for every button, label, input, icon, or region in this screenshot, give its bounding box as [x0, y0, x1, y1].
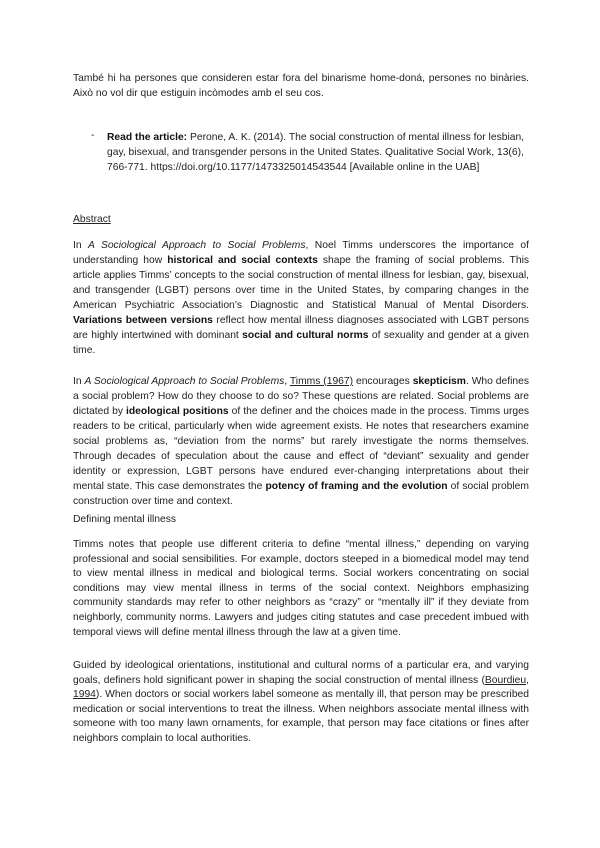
citation-link-bourdieu[interactable]: Bourdieu, 1994 — [73, 674, 529, 701]
defining-paragraph-2: Guided by ideological orientations, institutional and cultural norms of a particular era, and varying goals, definers hold significant power in shaping the social construction of mental illness (Bourdieu, 1994). When doctors or social workers label someone as mentally ill, that person may be prescribed medication or social interventions to treat the illness. When neighbors associate mental illness with someone with too many lawn ornaments, for example, that person may face citations or fines after neighbors complain to local authorities. — [73, 660, 529, 744]
reading-label: Read the article: — [107, 132, 188, 143]
book-title: A Sociological Approach to Social Problems — [84, 376, 285, 387]
citation-link-timms[interactable]: Timms (1967) — [289, 376, 354, 387]
book-title: A Sociological Approach to Social Problems — [88, 240, 306, 251]
section-heading-defining: Defining mental illness — [73, 514, 177, 525]
abstract-paragraph: In A Sociological Approach to Social Problems, Noel Timms underscores the importance of understanding how historical and social contexts shape the framing of social problems. This article applies Timms’ concepts to the social construction of mental illness for lesbian, gay, bisexual, and transgender (LGBT) persons over time in the United States, by comparing changes in the American Psychiatric Association’s Diagnostic and Statistical Manual of Mental Disorders. Variations between versions reflect how mental illness diagnoses associated with LGBT persons are highly intertwined with dominant social and cultural norms of sexuality and gender at a given time. — [73, 240, 530, 356]
intro-paragraph: També hi ha persones que consideren estar fora del binarisme home-doná, persones no binàries. Això no vol dir que estiguin incòmodes amb el seu cos. — [73, 73, 529, 99]
defining-paragraph-1: Timms notes that people use different criteria to define “mental illness,” depending on varying professional and social sensibilities. For example, doctors steeped in a biomedical model may tend to view mental illness in medical and biological terms. Social workers concentrating on social conditions may view mental illness in terms of the social context. Neighbors emphasizing community standards may refer to other neighbors as “crazy” or “mentally ill” if they deviate from neighborly, community norms. Lawyers and judges citing statutes and case precedent imbued with temporal views will define mental illness through the law at a given time. — [73, 539, 529, 638]
reading-citation: Perone, A. K. (2014). The social construction of mental illness for lesbian, gay, bisexual, and transgender persons in the United States. Qualitative Social Work, 13(6), 766-771. https://doi.org/10.1177/1473325014543544 [Available online in the UAB] — [107, 132, 525, 173]
abstract-heading: Abstract — [73, 214, 111, 225]
body-paragraph-1: In A Sociological Approach to Social Problems, Timms (1967) encourages skepticism. Who defines a social problem? How do they choose to do so? These questions are related. Social problems are dictated by ideological positions of the definer and the choices made in the process. Timms urges readers to be critical, particularly when wide agreement exists. He notes that researchers examine social problems as, “deviation from the norms” but rarely investigate the norms themselves. Through decades of speculation about the cause and effect of “deviant” sexuality and gender identity or expression, LGBT persons have endured ever-changing interpretations about their mental state. This case demonstrates the potency of framing and the evolution of social problem construction over time and context. — [73, 376, 529, 507]
bullet-marker: - — [91, 130, 95, 141]
reading-assignment — [107, 130, 529, 175]
